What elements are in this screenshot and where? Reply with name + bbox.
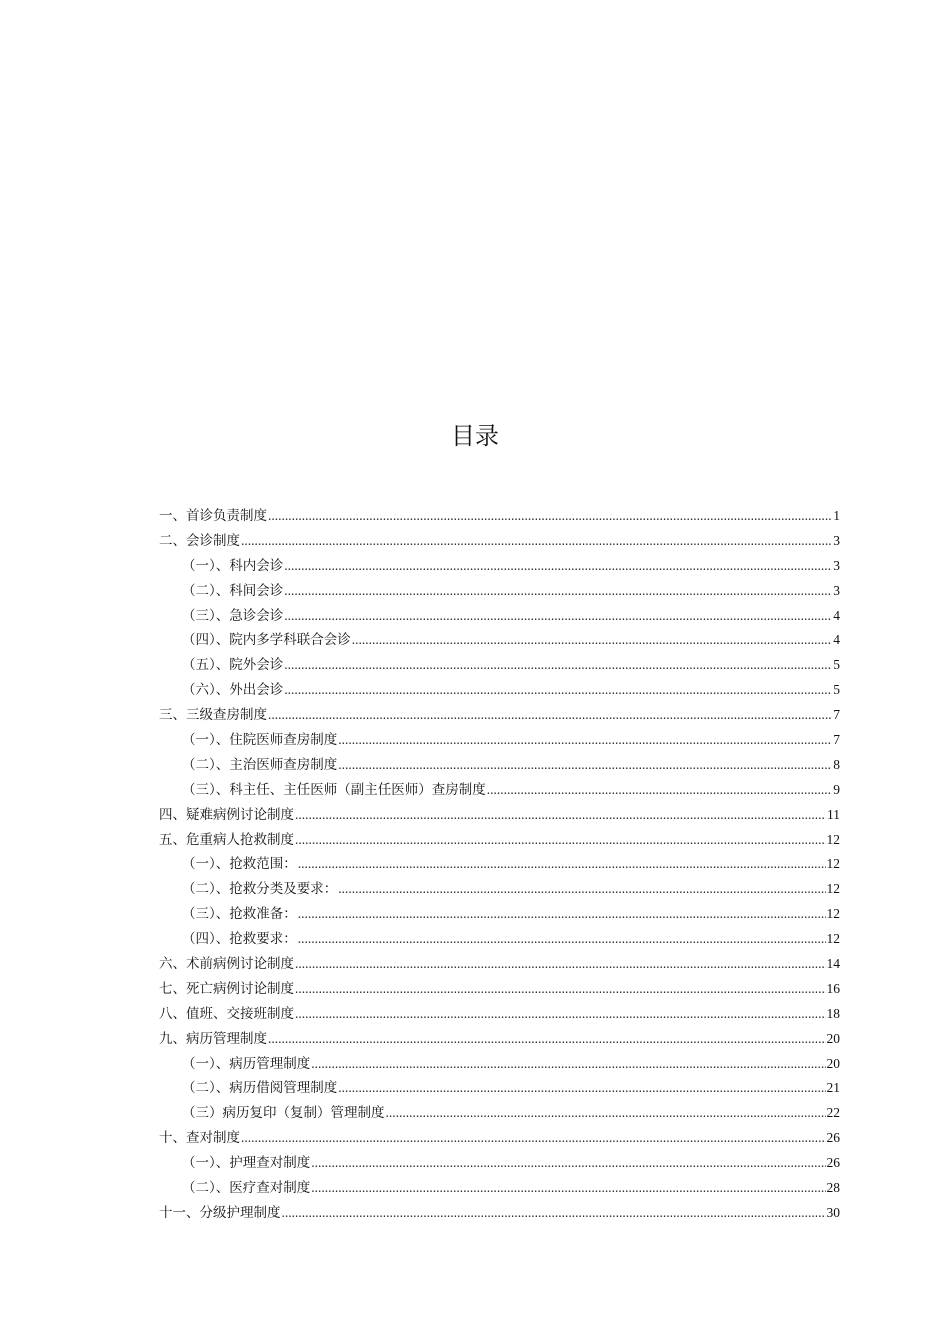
toc-dot-leader (298, 852, 826, 877)
toc-dot-leader (241, 529, 832, 554)
toc-entry-label: （五）、院外会诊 (182, 657, 284, 674)
toc-entry-page: 14 (826, 956, 840, 972)
toc-entry-page: 7 (833, 732, 840, 748)
toc-entry-label: （二）、主治医师查房制度 (182, 756, 338, 773)
toc-entry-label: 二、会诊制度 (159, 532, 240, 549)
toc-entry[interactable] (159, 927, 840, 952)
toc-entry-page: 3 (833, 557, 840, 573)
toc-entry[interactable] (159, 803, 840, 828)
toc-entry[interactable] (159, 877, 840, 902)
toc-entry-label: （一）、抢救范围： (182, 856, 297, 873)
toc-entry-page: 12 (826, 906, 840, 922)
toc-dot-leader (284, 579, 832, 604)
toc-dot-leader (295, 977, 826, 1002)
toc-entry-page: 12 (826, 881, 840, 897)
toc-entry[interactable] (159, 678, 840, 703)
toc-entry-label: （四）、院内多学科联合会诊 (182, 632, 351, 649)
toc-entry-label: （六）、外出会诊 (182, 682, 284, 699)
toc-entry-page: 16 (826, 980, 840, 996)
toc-entry-page: 4 (833, 632, 840, 648)
toc-entry-page: 12 (826, 931, 840, 947)
toc-dot-leader (284, 604, 832, 629)
toc-dot-leader (338, 728, 832, 753)
toc-entry[interactable] (159, 604, 840, 629)
toc-entry-label: 一、首诊负责制度 (159, 508, 267, 524)
toc-dot-leader (241, 1126, 826, 1151)
toc-entry[interactable] (159, 1151, 840, 1176)
toc-dot-leader (282, 1201, 826, 1226)
toc-entry-page: 9 (833, 781, 840, 797)
toc-entry-label: （一）、病历管理制度 (182, 1055, 311, 1072)
toc-entry-label: （三）病历复印（复制）管理制度 (182, 1105, 385, 1122)
toc-entry-page: 20 (826, 1030, 840, 1046)
toc-dot-leader (295, 952, 826, 977)
toc-entry-label: 五、危重病人抢救制度 (159, 831, 294, 848)
toc-dot-leader (338, 753, 832, 778)
toc-entry-label: （四）、抢救要求： (182, 931, 297, 948)
toc-entry-page: 20 (826, 1055, 840, 1071)
toc-entry[interactable] (159, 1126, 840, 1151)
toc-entry[interactable] (159, 902, 840, 927)
toc-entry[interactable] (159, 778, 840, 803)
toc-entry-page: 26 (826, 1130, 840, 1146)
toc-entry-label: （一）、科内会诊 (182, 557, 284, 574)
toc-entry-label: 十一、分级护理制度 (159, 1204, 281, 1221)
toc-dot-leader (284, 653, 832, 678)
toc-entry[interactable] (159, 1176, 840, 1201)
toc-entry-page: 3 (833, 582, 840, 598)
toc-entry-label: 九、病历管理制度 (159, 1030, 267, 1047)
toc-entry-page: 21 (826, 1080, 840, 1096)
toc-dot-leader (284, 678, 832, 703)
toc-dot-leader (268, 703, 832, 728)
toc-entry[interactable] (159, 504, 840, 529)
toc-dot-leader (338, 1076, 825, 1101)
toc-entry-page: 18 (826, 1005, 840, 1021)
toc-entry-page: 28 (826, 1180, 840, 1196)
toc-entry[interactable] (159, 1201, 840, 1226)
toc-dot-leader (284, 554, 832, 579)
toc-entry[interactable] (159, 1027, 840, 1052)
toc-dot-leader (298, 902, 826, 927)
toc-dot-leader (487, 778, 833, 803)
page-title: 目录 (451, 422, 499, 450)
toc-entry-label: （二）、抢救分类及要求： (182, 881, 338, 898)
toc-entry-label: 十、查对制度 (159, 1130, 240, 1147)
toc-dot-leader (295, 828, 826, 853)
toc-entry-page: 12 (826, 856, 840, 872)
toc-entry[interactable] (159, 1002, 840, 1027)
toc-entry-page: 7 (833, 707, 840, 723)
toc-dot-leader (338, 877, 825, 902)
toc-dot-leader (311, 1052, 825, 1077)
toc-entry-label: （二）、医疗查对制度 (182, 1180, 311, 1197)
toc-dot-leader (352, 628, 833, 653)
toc-entry-label: （二）、病历借阅管理制度 (182, 1080, 338, 1097)
toc-entry[interactable] (159, 653, 840, 678)
toc-entry-page: 5 (833, 682, 840, 698)
toc-entry-page: 8 (833, 756, 840, 772)
toc-entry[interactable] (159, 1101, 840, 1126)
toc-entry-page: 5 (833, 657, 840, 673)
toc-entry-label: 八、值班、交接班制度 (159, 1005, 294, 1022)
toc-entry-label: 四、疑难病例讨论制度 (159, 806, 294, 823)
toc-entry-page: 11 (827, 806, 840, 822)
toc-dot-leader (386, 1101, 826, 1126)
toc-entry-page: 26 (826, 1155, 840, 1171)
toc-entry[interactable] (159, 753, 840, 778)
table-of-contents (159, 504, 840, 1226)
toc-entry-label: 六、术前病例讨论制度 (159, 956, 294, 973)
toc-entry-page: 3 (833, 532, 840, 548)
toc-entry-label: （三）、科主任、主任医师（副主任医师）查房制度 (182, 781, 486, 798)
toc-entry[interactable] (159, 852, 840, 877)
toc-entry-label: （三）、抢救准备： (182, 906, 297, 923)
toc-entry-label: 七、死亡病例讨论制度 (159, 980, 294, 997)
toc-entry[interactable] (159, 977, 840, 1002)
toc-entry[interactable] (159, 952, 840, 977)
toc-entry[interactable] (159, 579, 840, 604)
toc-entry[interactable] (159, 1052, 840, 1077)
toc-entry[interactable] (159, 628, 840, 653)
toc-entry[interactable] (159, 554, 840, 579)
toc-entry-page: 1 (833, 508, 840, 523)
toc-dot-leader (268, 1027, 826, 1052)
toc-entry-page: 30 (826, 1204, 840, 1220)
toc-dot-leader (311, 1176, 825, 1201)
toc-dot-leader (268, 504, 832, 529)
toc-entry-page: 22 (826, 1105, 840, 1121)
toc-entry-page: 4 (833, 607, 840, 623)
toc-dot-leader (311, 1151, 825, 1176)
toc-dot-leader (295, 803, 826, 828)
toc-entry[interactable] (159, 728, 840, 753)
toc-entry-label: （一）、护理查对制度 (182, 1155, 311, 1172)
toc-entry-label: （三）、急诊会诊 (182, 607, 284, 624)
toc-entry[interactable] (159, 1076, 840, 1101)
toc-entry-label: （一）、住院医师查房制度 (182, 732, 338, 749)
toc-dot-leader (298, 927, 826, 952)
toc-entry-page: 12 (826, 831, 840, 847)
toc-entry[interactable] (159, 828, 840, 853)
toc-entry[interactable] (159, 529, 840, 554)
toc-entry-label: 三、三级查房制度 (159, 707, 267, 724)
toc-entry[interactable] (159, 703, 840, 728)
toc-dot-leader (295, 1002, 826, 1027)
toc-entry-label: （二）、科间会诊 (182, 582, 284, 599)
